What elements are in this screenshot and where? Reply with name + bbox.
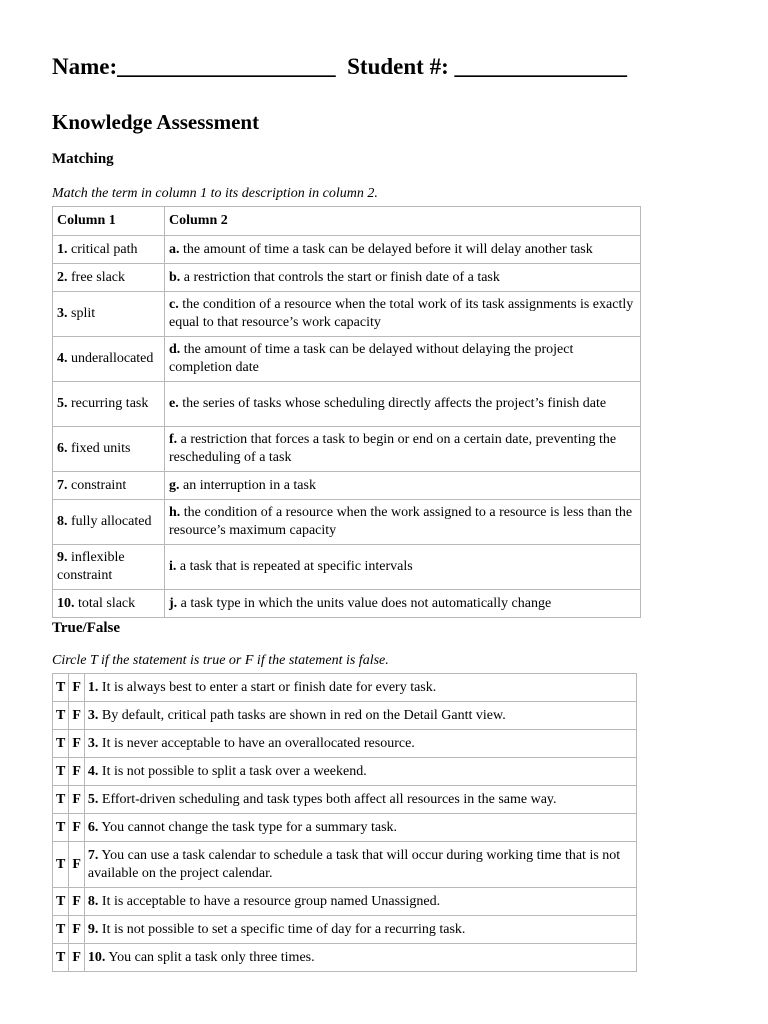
statement-number: 7. bbox=[87, 847, 99, 863]
description-text: the condition of a resource when the total work of its task assignments is exactly equal to that resource’s work capacity bbox=[169, 297, 634, 330]
table-row bbox=[53, 842, 637, 888]
term-cell bbox=[53, 236, 165, 264]
term-number: 2. bbox=[57, 269, 68, 285]
term-cell bbox=[53, 264, 165, 292]
statement-text: You can split a task only three times. bbox=[108, 949, 315, 965]
term-text: underallocated bbox=[71, 351, 154, 366]
statement-cell bbox=[84, 916, 636, 944]
false-option[interactable]: F bbox=[69, 786, 85, 814]
term-number: 9. bbox=[57, 550, 68, 565]
description-letter: i. bbox=[169, 559, 177, 574]
false-option[interactable]: F bbox=[69, 758, 85, 786]
false-option[interactable]: F bbox=[69, 944, 85, 972]
true-option[interactable]: T bbox=[53, 702, 69, 730]
term-number: 10. bbox=[57, 595, 75, 611]
statement-text: You cannot change the task type for a summary task. bbox=[101, 819, 398, 835]
statement-cell bbox=[84, 814, 636, 842]
description-text: the series of tasks whose scheduling directly affects the project’s finish date bbox=[182, 396, 607, 411]
description-letter: j. bbox=[169, 595, 178, 611]
term-cell bbox=[53, 427, 165, 472]
description-cell bbox=[165, 292, 641, 337]
table-header-row bbox=[53, 207, 641, 236]
statement-cell bbox=[84, 842, 636, 888]
description-cell bbox=[165, 236, 641, 264]
description-cell bbox=[165, 337, 641, 382]
table-row bbox=[53, 814, 637, 842]
table-row bbox=[53, 337, 641, 382]
false-option[interactable]: F bbox=[69, 916, 85, 944]
table-row bbox=[53, 236, 641, 264]
term-cell bbox=[53, 382, 165, 427]
table-row bbox=[53, 702, 637, 730]
term-number: 5. bbox=[57, 396, 68, 411]
student-number-blank: _______________ bbox=[454, 54, 627, 79]
description-cell bbox=[165, 427, 641, 472]
term-number: 1. bbox=[57, 241, 68, 257]
statement-text: You can use a task calendar to schedule a task that will occur during working time that is not available on the project calendar. bbox=[87, 847, 621, 881]
statement-text: It is always best to enter a start or finish date for every task. bbox=[101, 679, 437, 695]
statement-number: 3. bbox=[87, 707, 99, 723]
term-text: critical path bbox=[71, 241, 138, 257]
table-row bbox=[53, 730, 637, 758]
statement-cell bbox=[84, 888, 636, 916]
false-option[interactable]: F bbox=[69, 842, 85, 888]
true-option[interactable]: T bbox=[53, 842, 69, 888]
statement-text: It is acceptable to have a resource group named Unassigned. bbox=[101, 893, 441, 909]
statement-text: It is not possible to split a task over a weekend. bbox=[101, 763, 367, 779]
page-title: Knowledge Assessment bbox=[52, 110, 260, 134]
student-number-label: Student #: bbox=[347, 54, 449, 79]
table-row bbox=[53, 292, 641, 337]
term-cell bbox=[53, 472, 165, 500]
term-number: 8. bbox=[57, 514, 68, 529]
true-option[interactable]: T bbox=[53, 674, 69, 702]
true-option[interactable]: T bbox=[53, 758, 69, 786]
table-row bbox=[53, 590, 641, 618]
name-label: Name: bbox=[52, 54, 118, 79]
term-text: fully allocated bbox=[71, 514, 152, 529]
statement-number: 3. bbox=[87, 735, 99, 751]
table-row bbox=[53, 786, 637, 814]
name-blank: ___________________ bbox=[117, 54, 336, 79]
statement-cell bbox=[84, 674, 636, 702]
table-row bbox=[53, 545, 641, 590]
statement-text: By default, critical path tasks are shown in red on the Detail Gantt view. bbox=[101, 707, 506, 723]
true-option[interactable]: T bbox=[53, 916, 69, 944]
description-letter: f. bbox=[169, 432, 178, 447]
description-cell bbox=[165, 545, 641, 590]
description-text: the condition of a resource when the work assigned to a resource is less than the resource’s maximum capacity bbox=[169, 505, 633, 538]
term-text: split bbox=[71, 306, 96, 321]
false-option[interactable]: F bbox=[69, 702, 85, 730]
statement-cell bbox=[84, 702, 636, 730]
description-letter: d. bbox=[169, 342, 181, 357]
table-row bbox=[53, 888, 637, 916]
column-2-header: Column 2 bbox=[165, 207, 641, 236]
description-text: an interruption in a task bbox=[183, 477, 316, 493]
false-option[interactable]: F bbox=[69, 888, 85, 916]
term-cell bbox=[53, 545, 165, 590]
term-text: free slack bbox=[71, 269, 126, 285]
description-letter: e. bbox=[169, 396, 179, 411]
true-option[interactable]: T bbox=[53, 730, 69, 758]
statement-number: 6. bbox=[87, 819, 99, 835]
description-text: a restriction that forces a task to begin or end on a certain date, preventing the rescheduling of a task bbox=[169, 432, 617, 465]
term-number: 3. bbox=[57, 306, 68, 321]
true-false-table bbox=[52, 673, 637, 972]
statement-cell bbox=[84, 730, 636, 758]
description-cell bbox=[165, 264, 641, 292]
description-text: the amount of time a task can be delayed without delaying the project completion date bbox=[169, 342, 574, 375]
description-text: a restriction that controls the start or finish date of a task bbox=[183, 269, 500, 285]
description-cell bbox=[165, 500, 641, 545]
table-row bbox=[53, 758, 637, 786]
description-cell bbox=[165, 382, 641, 427]
description-letter: h. bbox=[169, 505, 181, 520]
false-option[interactable]: F bbox=[69, 674, 85, 702]
true-option[interactable]: T bbox=[53, 814, 69, 842]
table-row bbox=[53, 382, 641, 427]
table-row bbox=[53, 264, 641, 292]
statement-text: It is never acceptable to have an overallocated resource. bbox=[101, 735, 415, 751]
table-row bbox=[53, 500, 641, 545]
term-cell bbox=[53, 500, 165, 545]
column-1-header: Column 1 bbox=[53, 207, 165, 236]
term-cell bbox=[53, 337, 165, 382]
statement-text: It is not possible to set a specific time of day for a recurring task. bbox=[101, 921, 466, 937]
description-text: the amount of time a task can be delayed before it will delay another task bbox=[183, 241, 593, 257]
true-false-instructions: Circle T if the statement is true or F if the statement is false. bbox=[52, 653, 389, 668]
term-text: total slack bbox=[78, 595, 136, 611]
description-letter: c. bbox=[169, 297, 179, 312]
statement-number: 8. bbox=[87, 893, 99, 909]
false-option[interactable]: F bbox=[69, 730, 85, 758]
term-number: 7. bbox=[57, 477, 68, 493]
matching-table bbox=[52, 206, 641, 618]
true-option[interactable]: T bbox=[53, 888, 69, 916]
statement-text: Effort-driven scheduling and task types both affect all resources in the same way. bbox=[101, 791, 557, 807]
term-text: constraint bbox=[71, 477, 127, 493]
spacer bbox=[336, 54, 348, 79]
term-cell bbox=[53, 292, 165, 337]
term-number: 6. bbox=[57, 441, 68, 456]
description-letter: g. bbox=[169, 477, 180, 493]
term-text: fixed units bbox=[71, 441, 131, 456]
description-letter: a. bbox=[169, 241, 180, 257]
statement-cell bbox=[84, 944, 636, 972]
statement-number: 5. bbox=[87, 791, 99, 807]
true-false-heading: True/False bbox=[52, 620, 121, 636]
table-row bbox=[53, 427, 641, 472]
statement-number: 10. bbox=[87, 949, 106, 965]
description-text: a task type in which the units value does not automatically change bbox=[180, 595, 552, 611]
term-text: recurring task bbox=[71, 396, 149, 411]
statement-number: 1. bbox=[87, 679, 99, 695]
statement-cell bbox=[84, 758, 636, 786]
name-student-line bbox=[52, 54, 627, 80]
false-option[interactable]: F bbox=[69, 814, 85, 842]
term-text: inflexible constraint bbox=[57, 550, 125, 583]
table-row bbox=[53, 916, 637, 944]
true-option[interactable]: T bbox=[53, 786, 69, 814]
true-option[interactable]: T bbox=[53, 944, 69, 972]
statement-cell bbox=[84, 786, 636, 814]
description-letter: b. bbox=[169, 269, 181, 285]
term-number: 4. bbox=[57, 351, 68, 366]
description-cell bbox=[165, 472, 641, 500]
statement-number: 4. bbox=[87, 763, 99, 779]
matching-heading: Matching bbox=[52, 151, 114, 167]
description-cell bbox=[165, 590, 641, 618]
table-row bbox=[53, 944, 637, 972]
term-cell bbox=[53, 590, 165, 618]
table-row bbox=[53, 674, 637, 702]
matching-instructions: Match the term in column 1 to its description in column 2. bbox=[52, 186, 378, 201]
description-text: a task that is repeated at specific intervals bbox=[179, 559, 413, 574]
statement-number: 9. bbox=[87, 921, 99, 937]
table-row bbox=[53, 472, 641, 500]
